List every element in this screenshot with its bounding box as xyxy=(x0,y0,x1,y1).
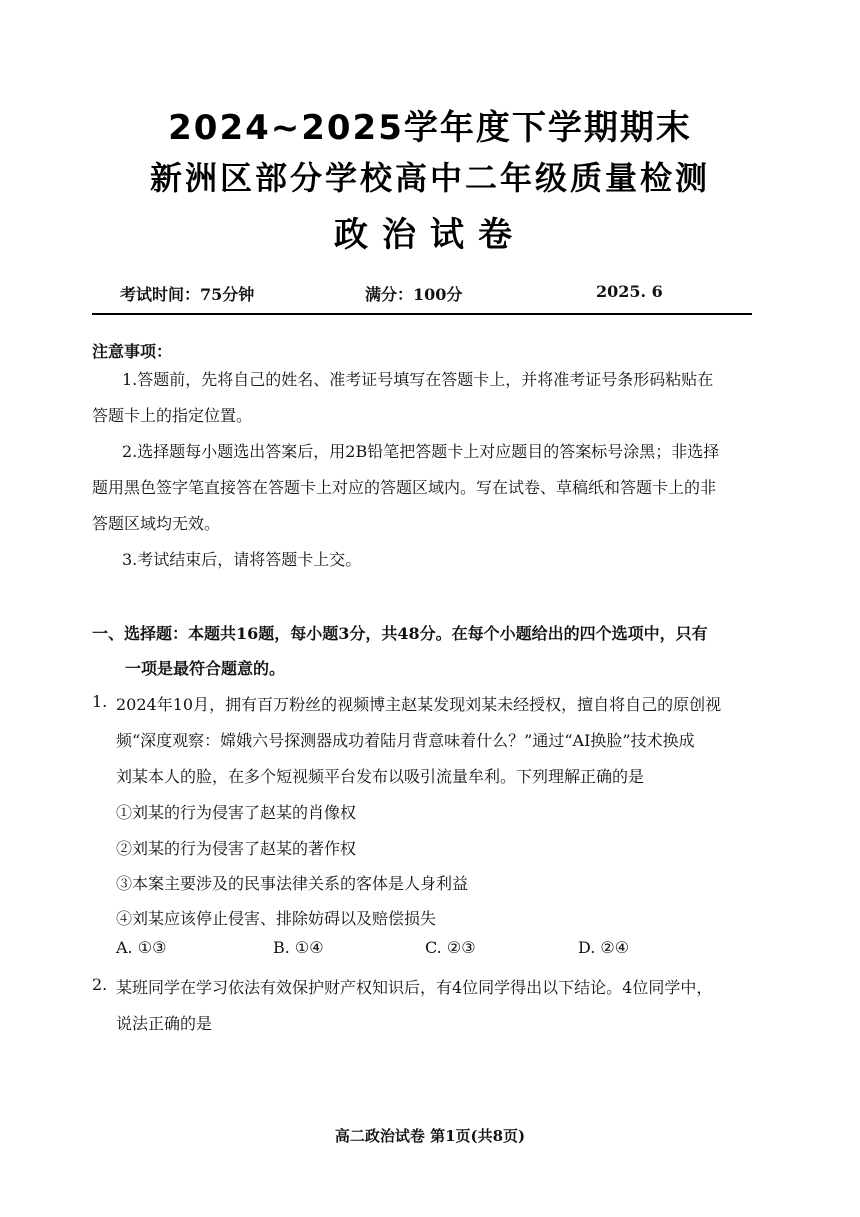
exam-title-school: 新洲区部分学校高中二年级质量检测 xyxy=(149,159,710,197)
exam-time: 考试时间：75分钟 xyxy=(120,285,255,304)
question-1-statement-1: ①刘某的行为侵害了赵某的肖像权 xyxy=(116,803,357,822)
question-1-statement-4: ④刘某应该停止侵害、排除妨碍以及赔偿损失 xyxy=(116,909,437,928)
question-1-option-b: B. ①④ xyxy=(273,938,324,957)
notice-item-2-line-3: 答题区域均无效。 xyxy=(92,514,221,533)
notice-item-1-line-1: 1.答题前，先将自己的姓名、准考证号填写在答题卡上，并将准考证号条形码粘贴在 xyxy=(122,370,714,389)
notice-item-2-line-2: 题用黑色签字笔直接答在答题卡上对应的答题区域内。写在试卷、草稿纸和答题卡上的非 xyxy=(92,478,717,497)
question-2-number: 2. xyxy=(92,975,108,994)
question-2-line-1: 某班同学在学习依法有效保护财产权知识后，有4位同学得出以下结论。4位同学中， xyxy=(116,978,713,997)
full-score: 满分：100分 xyxy=(365,285,463,304)
question-1-option-d: D. ②④ xyxy=(578,938,630,957)
section-1-heading-line-2: 一项是最符合题意的。 xyxy=(125,659,286,678)
page-footer: 高二政治试卷 第1页(共8页) xyxy=(334,1127,526,1145)
exam-title-subject: 政治试卷 xyxy=(334,215,526,255)
header-divider xyxy=(92,313,752,315)
question-1-line-2: 频“深度观察：嫦娥六号探测器成功着陆月背意味着什么？”通过“AI换脸”技术换成 xyxy=(116,731,695,750)
question-1-line-3: 刘某本人的脸，在多个短视频平台发布以吸引流量牟利。下列理解正确的是 xyxy=(116,767,645,786)
notice-item-3: 3.考试结束后，请将答题卡上交。 xyxy=(122,550,362,569)
exam-date: 2025. 6 xyxy=(596,282,663,301)
notice-heading: 注意事项： xyxy=(92,342,173,361)
notice-item-1-line-2: 答题卡上的指定位置。 xyxy=(92,406,253,425)
question-1-statement-3: ③本案主要涉及的民事法律关系的客体是人身利益 xyxy=(116,874,469,893)
question-1-line-1: 2024年10月，拥有百万粉丝的视频博主赵某发现刘某未经授权，擅自将自己的原创视 xyxy=(116,695,722,714)
question-1-option-a: A. ①③ xyxy=(116,938,167,957)
question-1-option-c: C. ②③ xyxy=(425,938,476,957)
exam-title-year: 2024~2025学年度下学期期末 xyxy=(168,108,692,148)
section-1-heading-line-1: 一、选择题：本题共16题，每小题3分，共48分。在每个小题给出的四个选项中，只有 xyxy=(92,624,708,643)
question-1-number: 1. xyxy=(92,692,108,711)
notice-item-2-line-1: 2.选择题每小题选出答案后，用2B铅笔把答题卡上对应题目的答案标号涂黑；非选择 xyxy=(122,442,720,461)
question-1-statement-2: ②刘某的行为侵害了赵某的著作权 xyxy=(116,839,357,858)
question-2-line-2: 说法正确的是 xyxy=(116,1014,213,1033)
